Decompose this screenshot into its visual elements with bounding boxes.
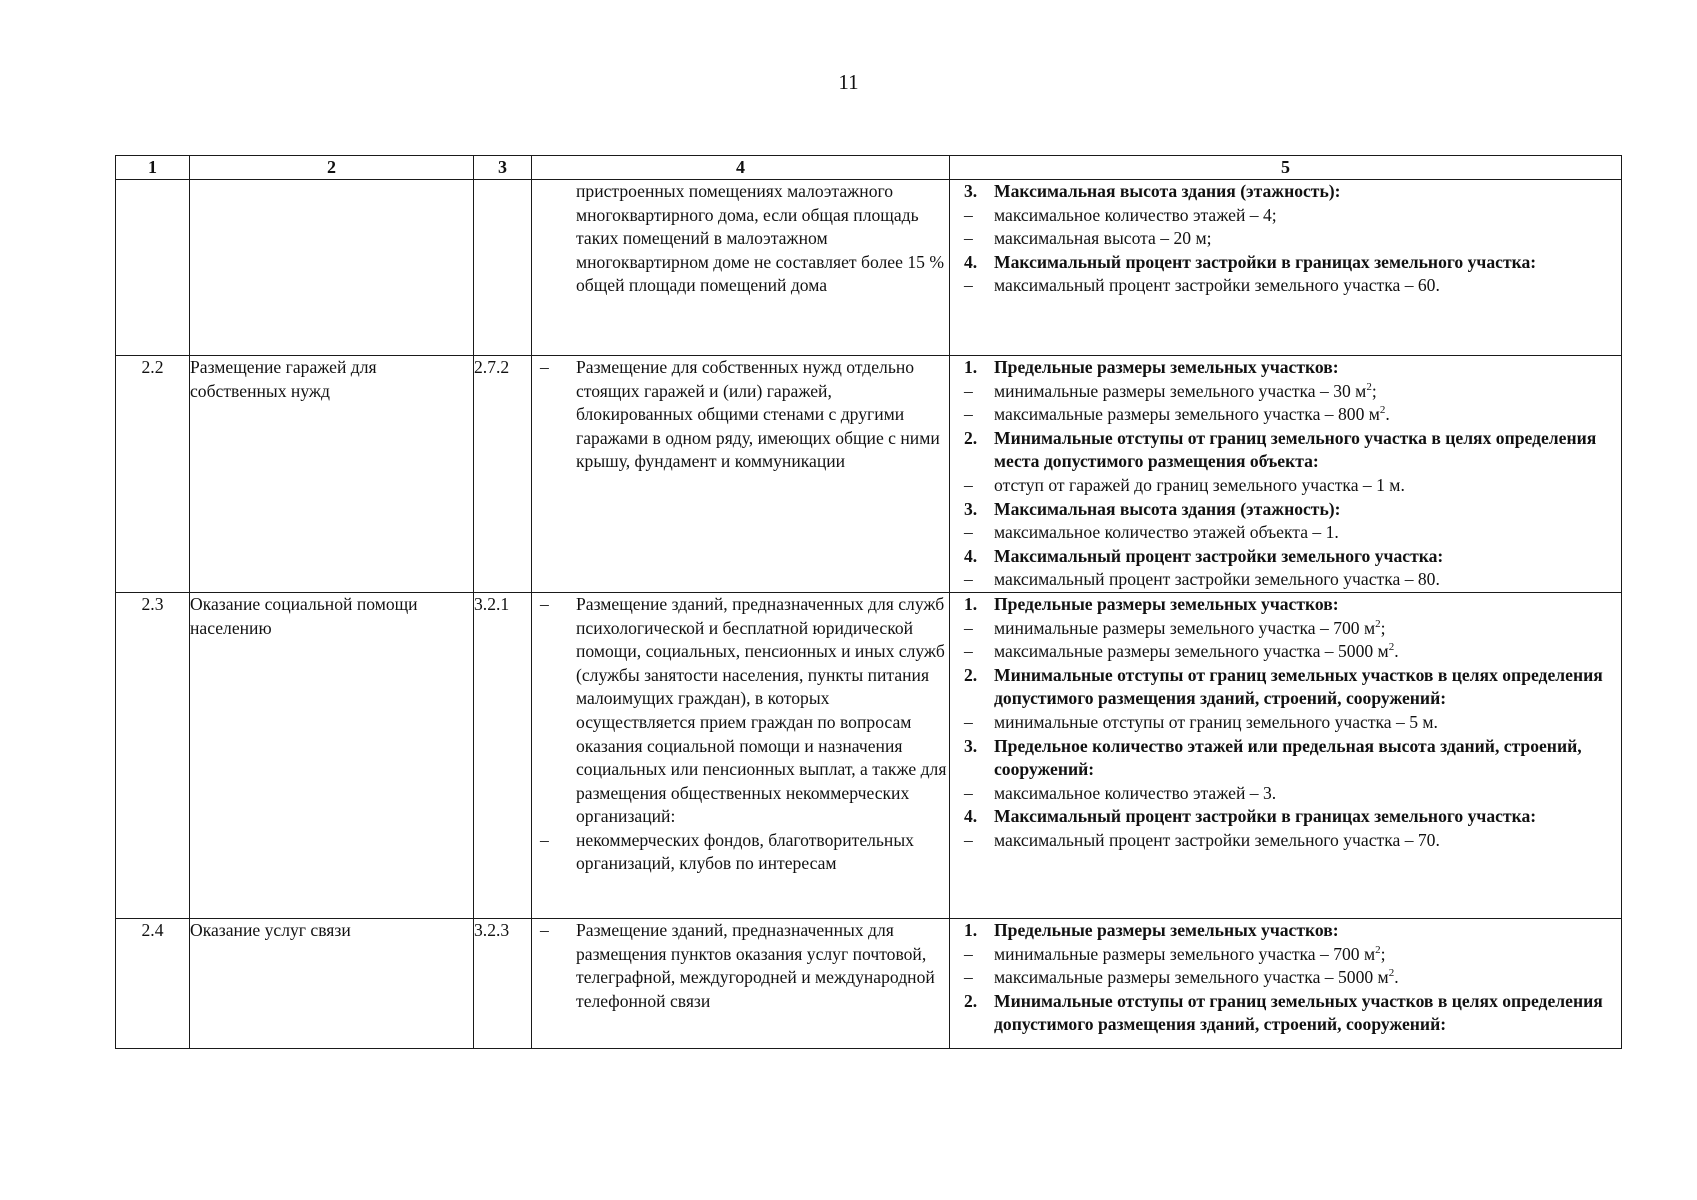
- description-item: [532, 829, 949, 876]
- description-text: пристроенных помещениях малоэтажного многоквартирного дома, если общая площадь таких помещений в малоэтажном многоквартирном доме не составляет более 15 % общей площади помещений дома: [576, 181, 944, 296]
- parameter-heading: [950, 919, 1621, 943]
- list-marker: –: [964, 641, 973, 662]
- list-marker: –: [540, 829, 549, 850]
- table-row: [116, 592, 1622, 918]
- punctuation: .: [1385, 404, 1390, 425]
- description-item: [532, 593, 949, 829]
- table-row: [116, 356, 1622, 593]
- page-number: 11: [838, 70, 859, 94]
- punctuation: ;: [1380, 617, 1386, 638]
- parameter-heading: [950, 593, 1621, 617]
- parameter-value: максимальное количество этажей объекта – 1.: [994, 522, 1339, 543]
- list-marker: –: [964, 474, 973, 495]
- superscript: 2: [1388, 641, 1395, 654]
- use-description: [532, 180, 950, 356]
- parameter-value: Минимальные отступы от границ земельного участка в целях определения места допустимого размещения объекта:: [994, 427, 1597, 472]
- parameter-text: [994, 474, 1621, 498]
- parameter-value: максимальное количество этажей – 3.: [994, 782, 1277, 803]
- column-header: 4: [532, 156, 950, 180]
- parameter-heading: [950, 498, 1621, 522]
- list-marker: –: [964, 204, 973, 225]
- parameter-heading: [950, 180, 1621, 204]
- column-header: 1: [116, 156, 190, 180]
- parameter-text: [994, 380, 1621, 404]
- parameter-item: [950, 782, 1621, 806]
- parameter-text: [994, 617, 1621, 641]
- parameter-value: Предельное количество этажей или предельная высота зданий, строений, сооружений:: [994, 735, 1582, 780]
- parameter-text: [994, 180, 1621, 204]
- parameter-text: [994, 227, 1621, 251]
- parameter-text: [994, 805, 1621, 829]
- parameter-item: [950, 617, 1621, 641]
- use-name: Размещение гаражей для собственных нужд: [190, 356, 474, 593]
- parameters-cell: [950, 356, 1622, 593]
- punctuation: .: [1394, 967, 1399, 988]
- list-marker: 2.: [964, 427, 978, 448]
- parameter-text: [994, 782, 1621, 806]
- list-marker: –: [540, 919, 549, 940]
- parameter-text: [994, 521, 1621, 545]
- parameter-item: [950, 711, 1621, 735]
- parameter-value: максимальный процент застройки земельного участка – 70.: [994, 829, 1440, 850]
- list-marker: 4.: [964, 545, 978, 566]
- use-name: [190, 180, 474, 356]
- parameter-heading: [950, 545, 1621, 569]
- parameter-value: минимальные размеры земельного участка – 700 м: [994, 943, 1376, 964]
- superscript: 2: [1366, 380, 1372, 393]
- use-name: Оказание услуг связи: [190, 918, 474, 1048]
- table-header-row: [116, 156, 1622, 180]
- parameter-value: Минимальные отступы от границ земельных участков в целях определения допустимого размещения зданий, строений, сооружений:: [994, 664, 1603, 709]
- parameter-value: максимальные размеры земельного участка – 800 м: [994, 404, 1380, 425]
- parameter-heading: [950, 990, 1621, 1037]
- column-header: 5: [950, 156, 1622, 180]
- parameter-heading: [950, 805, 1621, 829]
- list-marker: 3.: [964, 735, 978, 756]
- parameter-item: [950, 474, 1621, 498]
- parameter-value: Максимальный процент застройки в границах земельного участка:: [994, 251, 1537, 272]
- use-code: [474, 180, 532, 356]
- parameters-cell: [950, 180, 1622, 356]
- row-number: [116, 180, 190, 356]
- parameter-text: [994, 356, 1621, 380]
- use-description: [532, 918, 950, 1048]
- superscript: 2: [1388, 967, 1395, 980]
- parameter-item: [950, 274, 1621, 298]
- description-item: [532, 919, 949, 1013]
- parameter-value: максимальные размеры земельного участка – 5000 м: [994, 967, 1389, 988]
- parameter-item: [950, 521, 1621, 545]
- superscript: 2: [1375, 617, 1381, 630]
- list-marker: –: [964, 711, 973, 732]
- parameter-text: [994, 664, 1621, 711]
- parameter-value: максимальный процент застройки земельного участка – 80.: [994, 569, 1440, 590]
- list-marker: 3.: [964, 181, 978, 201]
- parameter-value: Предельные размеры земельных участков:: [994, 919, 1339, 940]
- table-row: [116, 180, 1622, 356]
- list-marker: 1.: [964, 593, 978, 614]
- parameter-item: [950, 204, 1621, 228]
- parameter-text: [994, 919, 1621, 943]
- use-code: 2.7.2: [474, 356, 532, 593]
- parameter-value: Предельные размеры земельных участков:: [994, 357, 1339, 377]
- parameter-text: [994, 943, 1621, 967]
- parameter-text: [994, 735, 1621, 782]
- list-marker: –: [964, 380, 973, 401]
- table-row: [116, 918, 1622, 1048]
- list-marker: –: [964, 829, 973, 850]
- parameter-heading: [950, 356, 1621, 380]
- superscript: 2: [1379, 404, 1386, 417]
- parameter-text: [994, 251, 1621, 275]
- column-header: 2: [190, 156, 474, 180]
- description-item: [532, 356, 949, 474]
- use-code: 3.2.1: [474, 592, 532, 918]
- parameter-text: [994, 498, 1621, 522]
- list-marker: 3.: [964, 498, 978, 519]
- list-marker: –: [964, 569, 973, 590]
- zoning-regulations-table: [115, 155, 1622, 1049]
- list-marker: 4.: [964, 251, 978, 272]
- parameter-item: [950, 227, 1621, 251]
- parameter-heading: [950, 251, 1621, 275]
- parameter-text: [994, 966, 1621, 990]
- punctuation: .: [1394, 641, 1399, 662]
- description-text: Размещение зданий, предназначенных для служб психологической и бесплатной юридической помощи, социальных, пенсионных и иных служб (службы занятости населения, пункты питания малоимущих граждан), в которых осуществляется прием граждан по вопросам оказания социальной помощи и назначения социальных или пенсионных выплат, а также для размещения общественных некоммерческих организаций:: [576, 593, 947, 827]
- parameter-value: Максимальный процент застройки в границах земельного участка:: [994, 806, 1537, 827]
- row-number: 2.3: [116, 592, 190, 918]
- description-text: Размещение зданий, предназначенных для размещения пунктов оказания услуг почтовой, телеграфной, междугородней и международной телефонной связи: [576, 919, 935, 1011]
- list-marker: –: [964, 228, 973, 249]
- use-description: [532, 592, 950, 918]
- parameter-value: отступ от гаражей до границ земельного участка – 1 м.: [994, 474, 1405, 495]
- row-number: 2.4: [116, 918, 190, 1048]
- parameter-value: максимальная высота – 20 м;: [994, 228, 1212, 249]
- parameter-value: Максимальная высота здания (этажность):: [994, 498, 1341, 519]
- list-marker: 2.: [964, 664, 978, 685]
- parameter-value: Максимальный процент застройки земельного участка:: [994, 545, 1444, 566]
- description-text: некоммерческих фондов, благотворительных организаций, клубов по интересам: [576, 829, 914, 874]
- list-marker: 2.: [964, 990, 978, 1011]
- parameter-text: [994, 545, 1621, 569]
- list-marker: –: [964, 943, 973, 964]
- table-body: [116, 180, 1622, 1049]
- superscript: 2: [1375, 943, 1381, 956]
- list-marker: –: [964, 275, 973, 296]
- parameter-item: [950, 568, 1621, 592]
- parameter-text: [994, 568, 1621, 592]
- parameter-value: минимальные размеры земельного участка – 700 м: [994, 617, 1376, 638]
- list-marker: 4.: [964, 806, 978, 827]
- parameter-text: [994, 829, 1621, 853]
- parameter-text: [994, 711, 1621, 735]
- parameter-item: [950, 966, 1621, 990]
- parameter-text: [994, 274, 1621, 298]
- parameter-item: [950, 403, 1621, 427]
- parameter-text: [994, 990, 1621, 1037]
- list-marker: –: [964, 617, 973, 638]
- description-item: [532, 180, 949, 298]
- parameter-text: [994, 640, 1621, 664]
- parameter-value: минимальные отступы от границ земельного участка – 5 м.: [994, 711, 1438, 732]
- parameter-text: [994, 427, 1621, 474]
- list-marker: –: [964, 522, 973, 543]
- parameter-heading: [950, 664, 1621, 711]
- parameter-heading: [950, 735, 1621, 782]
- parameter-text: [994, 204, 1621, 228]
- punctuation: ;: [1380, 943, 1386, 964]
- use-description: [532, 356, 950, 593]
- parameter-item: [950, 943, 1621, 967]
- description-text: Размещение для собственных нужд отдельно стоящих гаражей и (или) гаражей, блокированных общими стенами с другими гаражами в одном ряду, имеющих общие с ними крышу, фундамент и коммуникации: [576, 357, 940, 472]
- list-marker: –: [540, 357, 549, 377]
- parameter-value: Максимальная высота здания (этажность):: [994, 181, 1341, 201]
- parameter-item: [950, 380, 1621, 404]
- parameter-value: максимальное количество этажей – 4;: [994, 204, 1277, 225]
- parameters-cell: [950, 918, 1622, 1048]
- punctuation: ;: [1371, 380, 1377, 401]
- list-marker: 1.: [964, 357, 978, 377]
- list-marker: –: [540, 593, 549, 614]
- list-marker: –: [964, 782, 973, 803]
- parameter-value: Минимальные отступы от границ земельных участков в целях определения допустимого размещения зданий, строений, сооружений:: [994, 990, 1603, 1035]
- list-marker: –: [964, 967, 973, 988]
- parameter-text: [994, 403, 1621, 427]
- column-header: 3: [474, 156, 532, 180]
- row-number: 2.2: [116, 356, 190, 593]
- parameter-text: [994, 593, 1621, 617]
- parameter-value: максимальные размеры земельного участка – 5000 м: [994, 641, 1389, 662]
- parameter-value: минимальные размеры земельного участка – 30 м: [994, 380, 1367, 401]
- parameter-value: максимальный процент застройки земельного участка – 60.: [994, 275, 1440, 296]
- list-marker: 1.: [964, 919, 978, 940]
- parameter-item: [950, 640, 1621, 664]
- parameter-value: Предельные размеры земельных участков:: [994, 593, 1339, 614]
- use-code: 3.2.3: [474, 918, 532, 1048]
- list-marker: –: [964, 404, 973, 425]
- use-name: Оказание социальной помощи населению: [190, 592, 474, 918]
- parameter-heading: [950, 427, 1621, 474]
- parameters-cell: [950, 592, 1622, 918]
- parameter-item: [950, 829, 1621, 853]
